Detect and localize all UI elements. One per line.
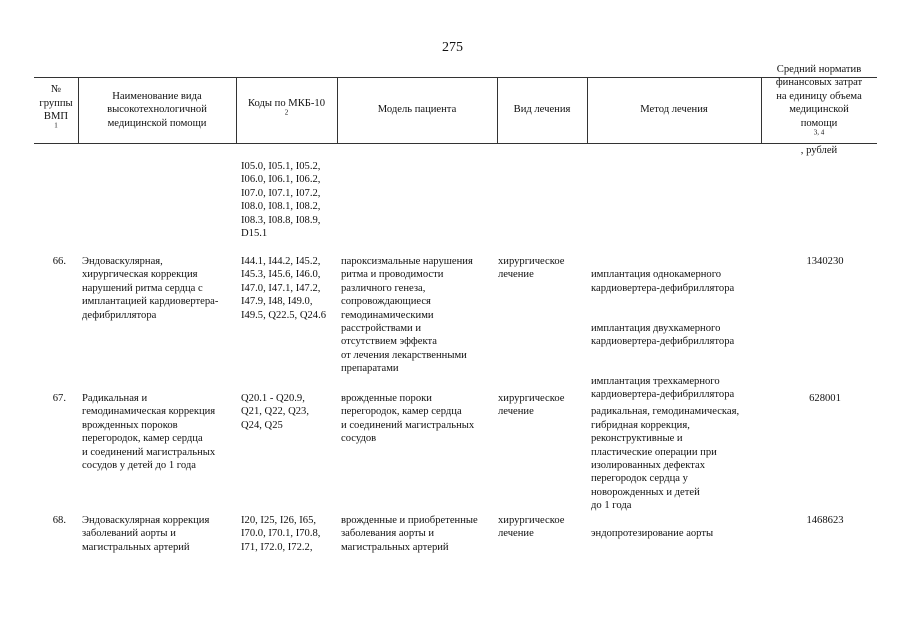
method-item: эндопротезирование аорты: [591, 528, 714, 540]
header-group-number: № группы ВМП $^1$: [39, 84, 73, 130]
header-icd-codes: Коды по МКБ-10 $^2$: [248, 97, 325, 117]
row-68-methods: [591, 514, 769, 554]
row-67-cost: 628001: [809, 393, 841, 404]
row-68-number: 68.: [52, 515, 66, 526]
row-66-codes: I44.1, I44.2, I45.2, I45.3, I45.6, I46.0, I47.0, I47.1, I47.2, I47.9, I48, I49.0, I49.5, Q22.5, Q24.6: [241, 256, 327, 321]
header-average-cost: Средний норматив финансовых затрат на единицу объема медицинской помощи $^{3, 4}$ , рублей: [775, 64, 863, 156]
row-68-name: Эндоваскулярная коррекция заболеваний аорты и магистральных артерий: [82, 515, 210, 553]
page-number: 275: [442, 40, 463, 55]
row-68-codes: I20, I25, I26, I65, I70.0, I70.1, I70.8, I71, I72.0, I72.2,: [241, 515, 321, 553]
row-67-methods: [591, 392, 769, 526]
row-66-number: 66.: [52, 256, 66, 267]
method-item: имплантация трехкамерного кардиовертера-дефибриллятора: [591, 375, 735, 401]
row-67-codes: Q20.1 - Q20.9, Q21, Q22, Q23, Q24, Q25: [241, 393, 309, 431]
method-item: радикальная, гемодинамическая, гибридная коррекция, реконструктивные и пластические операции при изолированных дефектах перегородок сердца у новорожденных и детей до 1 года: [591, 406, 740, 512]
row-67-model: врожденные пороки перегородок, камер сердца и соединений магистральных сосудов: [341, 393, 475, 445]
header-care-type-name: Наименование вида высокотехнологичной медицинской помощи: [107, 90, 207, 129]
row-67-type: хирургическое лечение: [498, 393, 565, 418]
row-66-cost: 1340230: [806, 256, 844, 267]
row-67-number: 67.: [52, 393, 66, 404]
row-68-model: врожденные и приобретенные заболевания аорты и магистральных артерий: [341, 515, 478, 553]
header-treatment-type: Вид лечения: [513, 104, 571, 116]
method-item: имплантация однокамерного кардиовертера-дефибриллятора: [591, 269, 735, 294]
row-67-name: Радикальная и гемодинамическая коррекция врожденных пороков перегородок, камер сердца и соединений магистральных сосудов у детей до 1 года: [82, 393, 216, 472]
method-item: имплантация двухкамерного кардиовертера-дефибриллятора: [591, 322, 735, 348]
row-68-cost: 1468623: [806, 515, 844, 526]
header-treatment-method: Метод лечения: [640, 104, 708, 116]
row-66-type: хирургическое лечение: [498, 256, 565, 281]
header-patient-model: Модель пациента: [377, 104, 457, 116]
table-header-bottom-border: [34, 143, 877, 144]
carryover-codes: I05.0, I05.1, I05.2, I06.0, I06.1, I06.2, I07.0, I07.1, I07.2, I08.0, I08.1, I08.2, I08.3, I08.8, I08.9, D15.1: [241, 161, 321, 240]
row-66-model: пароксизмальные нарушения ритма и проводимости различного генеза, сопровождающиеся гемодинамическими расстройствами и отсутствием эффекта от лечения лекарственными препаратами: [341, 256, 473, 375]
row-66-name: Эндоваскулярная, хирургическая коррекция нарушений ритма сердца с имплантацией кардиовертера- дефибриллятора: [82, 256, 219, 321]
row-68-type: хирургическое лечение: [498, 515, 565, 540]
